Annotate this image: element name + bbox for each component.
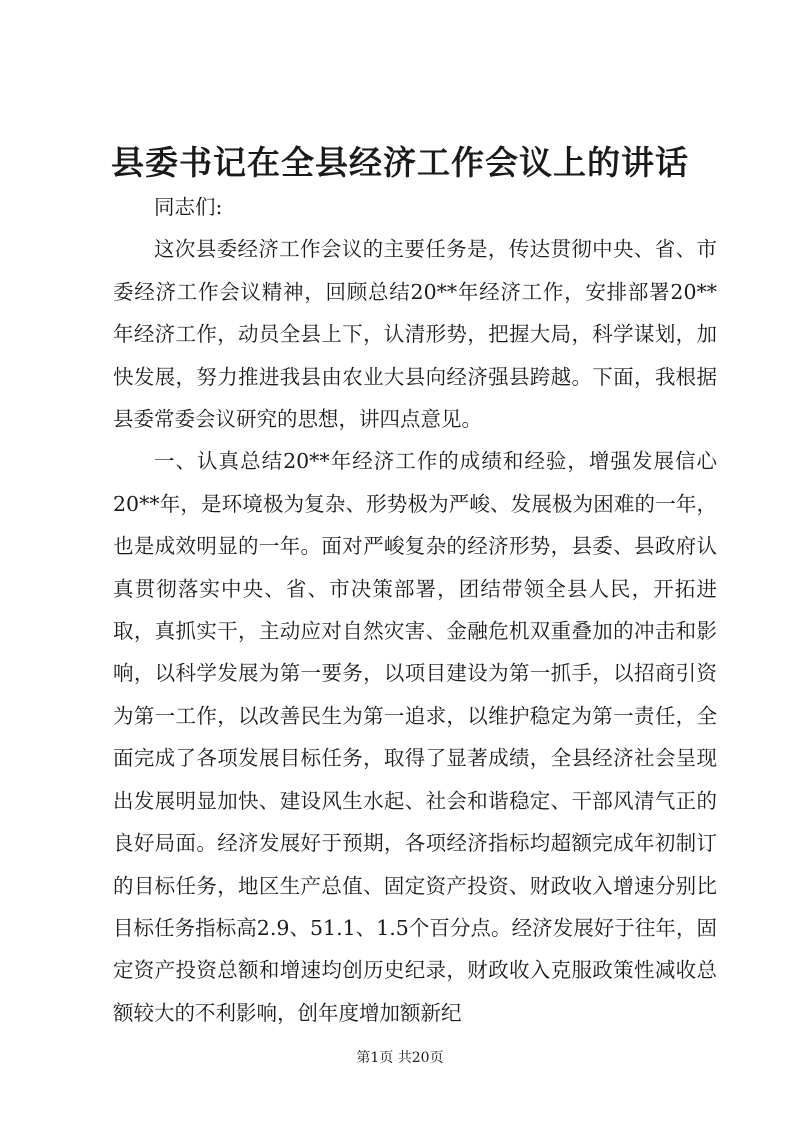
salutation: 同志们: <box>154 195 223 219</box>
paragraph-1: 这次县委经济工作会议的主要任务是，传达贯彻中央、省、市委经济工作会议精神，回顾总结20**年经济工作，安排部署20**年经济工作，动员全县上下，认清形势，把握大局，科学谋划，加快发展，努力推进我县由农业大县向经济强县跨越。下面，我根据县委常委会议研究的思想，讲四点意见。 <box>113 237 717 432</box>
document-body <box>113 186 717 1034</box>
paragraph-2: 一、认真总结20**年经济工作的成绩和经验，增强发展信心20**年，是环境极为复杂、形势极为严峻、发展极为困难的一年，也是成效明显的一年。面对严峻复杂的经济形势，县委、县政府认真贯彻落实中央、省、市决策部署，团结带领全县人民，开拓进取，真抓实干，主动应对自然灾害、金融危机双重叠加的冲击和影响，以科学发展为第一要务，以项目建设为第一抓手，以招商引资为第一工作，以改善民生为第一追求，以维护稳定为第一责任，全面完成了各项发展目标任务，取得了显著成绩，全县经济社会呈现出发展明显加快、建设风生水起、社会和谐稳定、干部风清气正的良好局面。经济发展好于预期，各项经济指标均超额完成年初制订的目标任务，地区生产总值、固定资产投资、财政收入增速分别比目标任务指标高2.9、51.1、1.5个百分点。经济发展好于往年，固定资产投资总额和增速均创历史纪录，财政收入克服政策性减收总额较大的不利影响，创年度增加额新纪 <box>113 449 717 1025</box>
document-title: 县委书记在全县经济工作会议上的讲话 <box>111 143 689 182</box>
page-footer: 第1页 共20页 <box>356 1050 444 1066</box>
